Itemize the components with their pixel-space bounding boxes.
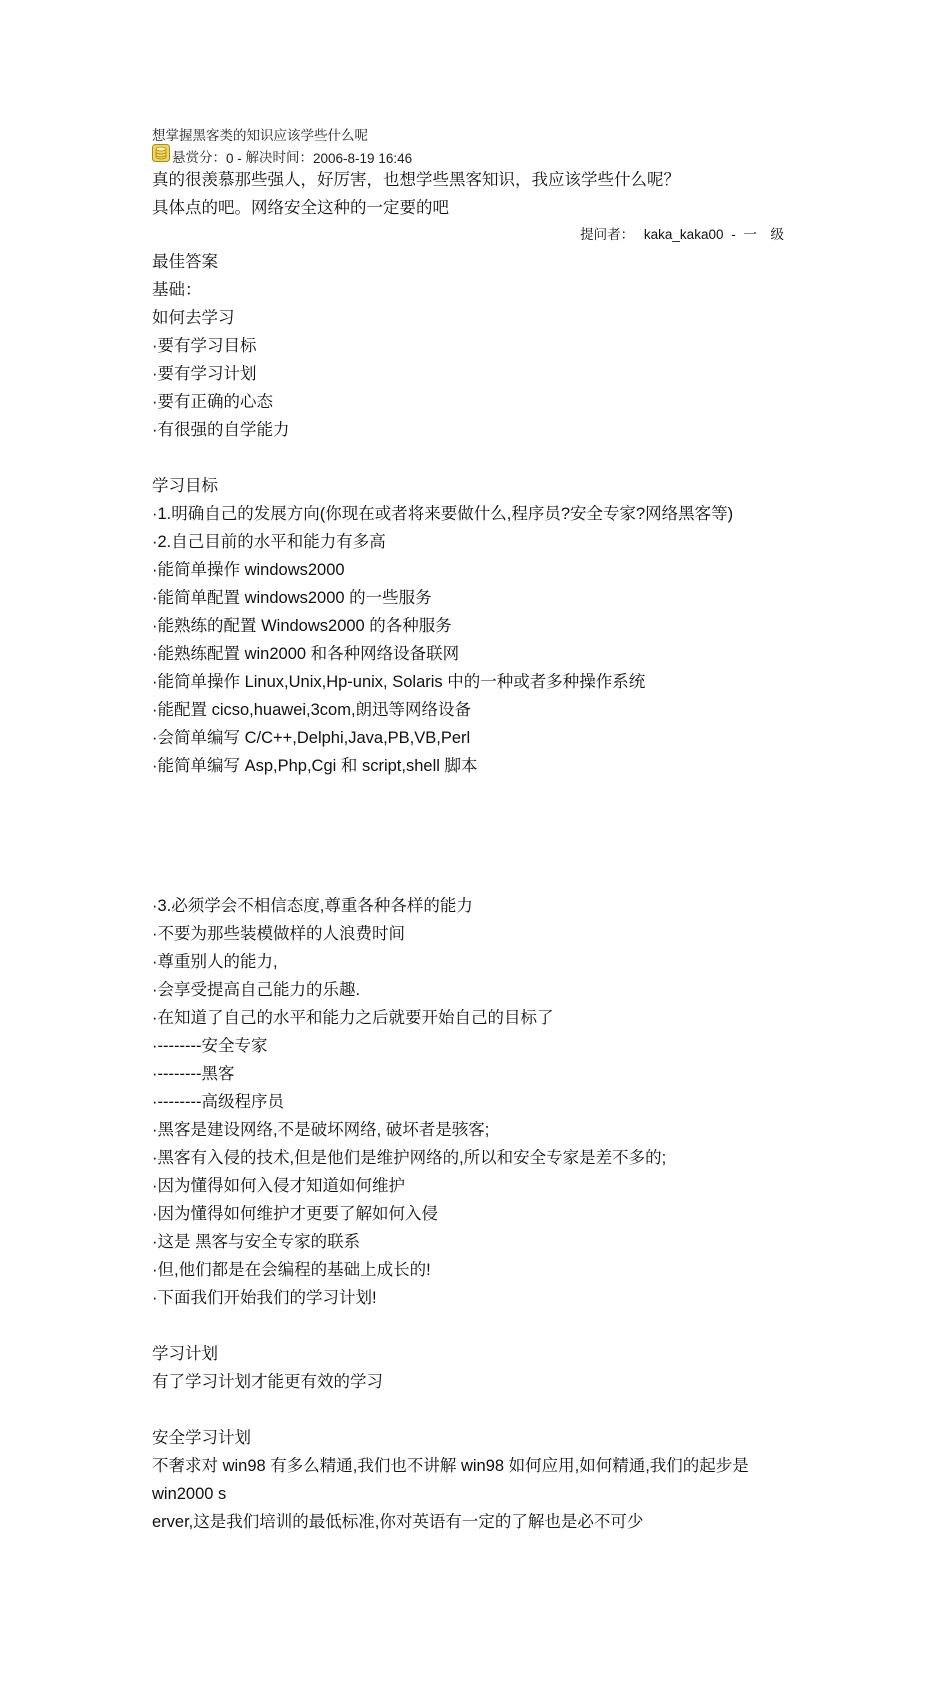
answer-line: 安全学习计划: [152, 1429, 251, 1447]
meta-separator: -: [233, 151, 246, 166]
asker-info: [152, 222, 792, 248]
answer-line: ·要有学习计划: [152, 365, 257, 383]
answer-block-attitude: [152, 892, 792, 1312]
answer-line: ·能简单操作 windows2000: [152, 561, 345, 579]
asker-name[interactable]: kaka_kaka00: [643, 227, 724, 242]
answer-line: ·因为懂得如何入侵才知道如何维护: [152, 1177, 405, 1195]
resolve-label: 解决时间：: [245, 150, 314, 166]
question-body-line: 真的很羡慕那些强人，好厉害，也想学些黑客知识，我应该学些什么呢？: [152, 170, 680, 189]
answer-line: ·--------高级程序员: [152, 1093, 284, 1111]
answer-block-security-plan: [152, 1424, 792, 1536]
answer-block-goals: [152, 472, 792, 780]
answer-line: ·不要为那些装模做样的人浪费时间: [152, 925, 405, 943]
answer-line: ·2.自己目前的水平和能力有多高: [152, 533, 386, 551]
answer-line: ·尊重别人的能力,: [152, 953, 278, 971]
question-title: 想掌握黑客类的知识应该学些什么呢: [152, 128, 368, 144]
answer-line: 有了学习计划才能更有效的学习: [152, 1373, 383, 1391]
spacer: [152, 1396, 792, 1424]
answer-line: erver,这是我们培训的最低标准,你对英语有一定的了解也是必不可少: [152, 1513, 644, 1531]
answer-line: ·能熟练配置 win2000 和各种网络设备联网: [152, 645, 460, 663]
question-meta: [152, 144, 792, 166]
asker-separator: -: [731, 227, 736, 242]
answer-block-basics: [152, 276, 792, 444]
asker-level: 一 级: [743, 227, 784, 243]
answer-line: ·黑客是建设网络,不是破坏网络, 破坏者是骇客;: [152, 1121, 490, 1139]
answer-line: ·能简单编写 Asp,Php,Cgi 和 script,shell 脚本: [152, 757, 478, 775]
answer-line: ·--------黑客: [152, 1065, 235, 1083]
resolve-time: 2006-8-19 16:46: [313, 151, 413, 166]
answer-line: ·黑客有入侵的技术,但是他们是维护网络的,所以和安全专家是差不多的;: [152, 1149, 667, 1167]
answer-line: ·3.必须学会不相信态度,尊重各种各样的能力: [152, 897, 473, 915]
answer-line: 学习目标: [152, 477, 218, 495]
answer-line: ·要有正确的心态: [152, 393, 273, 411]
coin-icon: [152, 144, 170, 162]
answer-line: ·--------安全专家: [152, 1037, 268, 1055]
answer-line: 学习计划: [152, 1345, 218, 1363]
spacer: [152, 780, 792, 892]
answer-line: ·但,他们都是在会编程的基础上成长的!: [152, 1261, 431, 1279]
answer-line: 基础：: [152, 281, 202, 299]
asker-label: 提问者：: [580, 227, 635, 243]
answer-line: ·能熟练的配置 Windows2000 的各种服务: [152, 617, 452, 635]
answer-line: ·能配置 cicso,huawei,3com,朗迅等网络设备: [152, 701, 472, 719]
answer-line: ·要有学习目标: [152, 337, 257, 355]
answer-line: ·能简单操作 Linux,Unix,Hp-unix, Solaris 中的一种或者多种操作系统: [152, 673, 646, 691]
answer-line: ·有很强的自学能力: [152, 421, 290, 439]
answer-line: ·下面我们开始我们的学习计划!: [152, 1289, 377, 1307]
spacer: [152, 1312, 792, 1340]
answer-line: 不奢求对 win98 有多么精通,我们也不讲解 win98 如何应用,如何精通,我们的起步是 win2000 s: [152, 1457, 749, 1503]
reward-label: 悬赏分：: [172, 150, 226, 166]
answer-block-plan: [152, 1340, 792, 1396]
answer-line: ·会享受提高自己能力的乐趣.: [152, 981, 361, 999]
answer-line: ·因为懂得如何维护才更要了解如何入侵: [152, 1205, 438, 1223]
question-body-line: 具体点的吧。网络安全这种的一定要的吧: [152, 198, 449, 217]
document-page: [152, 128, 792, 1536]
answer-line: ·在知道了自己的水平和能力之后就要开始自己的目标了: [152, 1009, 554, 1027]
answer-line: ·会简单编写 C/C++,Delphi,Java,PB,VB,Perl: [152, 729, 471, 747]
spacer: [152, 444, 792, 472]
answer-heading: 最佳答案: [152, 253, 218, 271]
answer-line: ·这是 黑客与安全专家的联系: [152, 1233, 361, 1251]
answer-line: ·1.明确自己的发展方向(你现在或者将来要做什么,程序员?安全专家?网络黑客等): [152, 505, 734, 523]
reward-value: 0: [226, 151, 234, 166]
answer-line: 如何去学习: [152, 309, 235, 327]
answer-line: ·能简单配置 windows2000 的一些服务: [152, 589, 432, 607]
